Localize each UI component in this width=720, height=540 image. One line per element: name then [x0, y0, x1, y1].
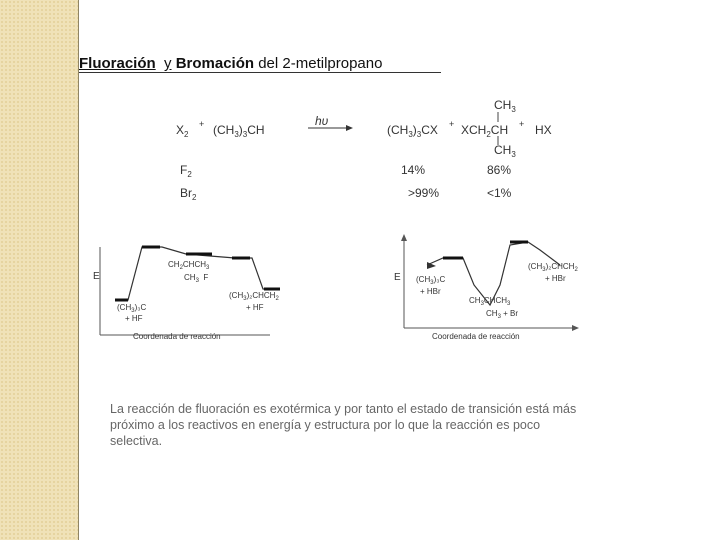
right-middle-label-2: $CH_3 + Br$ — [486, 309, 519, 320]
product-primary-bottom-methyl: $CH_3$ — [494, 143, 516, 159]
reaction-arrow — [308, 125, 353, 131]
title-y: y — [164, 55, 172, 72]
row-halogen-br2: $Br_2$ — [180, 186, 197, 202]
left-x-axis-label: Coordenada de reacción — [133, 332, 221, 341]
left-tertiary-product-label: $(CH_3)_3C$ — [117, 303, 147, 314]
right-tertiary-hbr: + HBr — [420, 287, 441, 296]
product-primary-halide: $XCH_2CH$ — [461, 123, 509, 139]
br2-tertiary-percent: >99% — [408, 186, 440, 200]
right-primary-label: $(CH_3)_2CHCH_2$ — [528, 262, 578, 273]
right-tertiary-label: $(CH_3)_3C$ — [416, 275, 446, 286]
right-middle-label: $CH_3CHCH_3$ — [469, 296, 511, 307]
left-ts-label-primary: $CH_2CHCH_3$ — [168, 260, 210, 271]
br2-primary-percent: <1% — [487, 186, 512, 200]
left-primary-product-hf: + HF — [246, 303, 264, 312]
left-tertiary-product-hf: + HF — [125, 314, 143, 323]
reactant-halogen: $X_2$ — [176, 123, 189, 139]
right-x-axis-label: Coordenada de reacción — [432, 332, 520, 341]
f2-primary-percent: 86% — [487, 163, 512, 177]
left-ts-label-secondary: $CH_3$ F — [184, 273, 209, 284]
title-subject: del 2-metilpropano — [258, 55, 383, 72]
plus-sign-2: + — [449, 119, 455, 129]
arrow-label: hυ — [315, 114, 329, 128]
product-tertiary-halide: $(CH_3)_3CX$ — [387, 123, 438, 139]
product-primary-top-methyl: $CH_3$ — [494, 98, 516, 114]
left-energy-axis-label: E — [93, 271, 100, 282]
row-halogen-f2: $F_2$ — [180, 163, 192, 179]
reactant-alkane: $(CH_3)_3CH$ — [213, 123, 265, 139]
left-primary-product-label: $(CH_3)_2CHCH_2$ — [229, 291, 279, 302]
right-energy-axis-label: E — [394, 272, 401, 283]
right-primary-hbr: + HBr — [545, 274, 566, 283]
f2-tertiary-percent: 14% — [401, 163, 426, 177]
plus-sign-1: + — [199, 119, 205, 129]
plus-sign-3: + — [519, 119, 525, 129]
explanation-caption: La reacción de fluoración es exotérmica y por tanto el estado de transición está más próximo a los reactivos en energía y estructura por lo que la reacción es poco selectiva. — [110, 402, 577, 448]
product-hx: HX — [535, 123, 552, 137]
title-fluoracion: Fluoración — [79, 55, 156, 72]
title-bromacion: Bromación — [175, 55, 255, 72]
